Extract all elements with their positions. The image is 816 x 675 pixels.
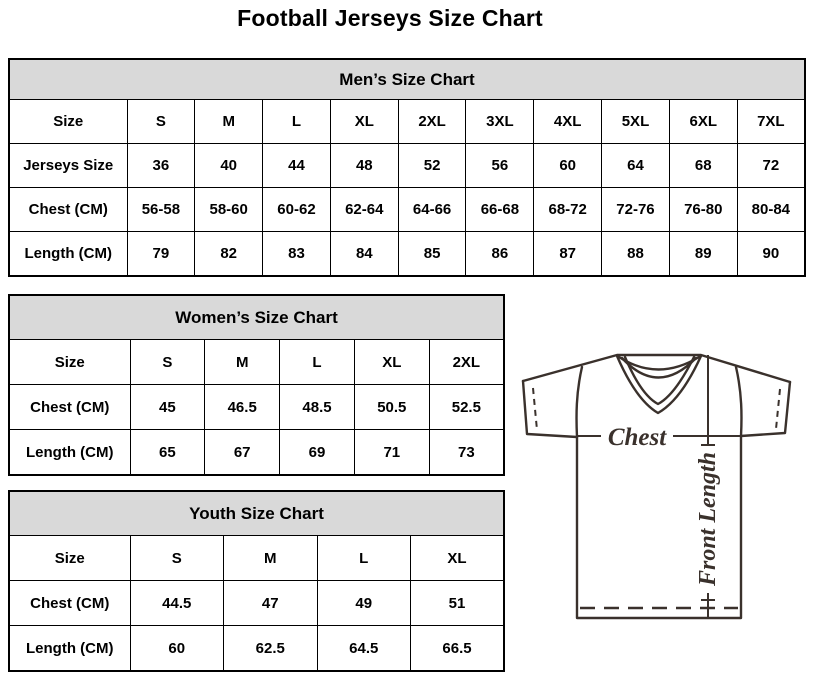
value-cell: S [130,536,224,581]
value-cell: 56 [466,144,534,188]
value-cell: XL [411,536,505,581]
value-cell: 64 [602,144,670,188]
womens-size-table [8,294,505,476]
value-cell: 88 [602,232,670,277]
value-cell: 4XL [534,100,602,144]
value-cell: XL [330,100,398,144]
row-label-cell: Size [9,100,127,144]
row-label-cell: Size [9,340,130,385]
row-label-cell: Length (CM) [9,430,130,476]
value-cell: 73 [429,430,504,476]
value-cell: 68 [669,144,737,188]
table-title: Youth Size Chart [9,491,504,536]
value-cell: 50.5 [354,385,429,430]
value-cell: 76-80 [669,188,737,232]
table-row [9,536,504,581]
value-cell: 68-72 [534,188,602,232]
value-cell: 72-76 [602,188,670,232]
value-cell: 40 [195,144,263,188]
value-cell: 84 [330,232,398,277]
value-cell: 60 [534,144,602,188]
value-cell: 66-68 [466,188,534,232]
page-title: Football Jerseys Size Chart [237,5,543,31]
value-cell: 49 [317,581,411,626]
row-label-cell: Length (CM) [9,232,127,277]
value-cell: 64.5 [317,626,411,672]
youth-size-table [8,490,505,672]
value-cell: 44.5 [130,581,224,626]
value-cell: S [127,100,195,144]
value-cell: 44 [263,144,331,188]
value-cell: 69 [280,430,355,476]
value-cell: 48 [330,144,398,188]
value-cell: 79 [127,232,195,277]
value-cell: L [280,340,355,385]
table-title-row [9,59,805,100]
value-cell: 3XL [466,100,534,144]
value-cell: 2XL [429,340,504,385]
jersey-left-armhole [577,367,582,437]
mens-size-table [8,58,806,277]
row-label-cell: Jerseys Size [9,144,127,188]
value-cell: 58-60 [195,188,263,232]
value-cell: L [317,536,411,581]
value-cell: 86 [466,232,534,277]
table-row [9,430,504,476]
value-cell: M [205,340,280,385]
table-title: Women’s Size Chart [9,295,504,340]
value-cell: 45 [130,385,205,430]
front-length-label: Front Length [695,451,721,587]
table-row [9,626,504,672]
value-cell: XL [354,340,429,385]
table-title-row [9,295,504,340]
value-cell: 83 [263,232,331,277]
value-cell: 6XL [669,100,737,144]
value-cell: 66.5 [411,626,505,672]
chest-label: Chest [607,424,667,451]
value-cell: 47 [224,581,318,626]
value-cell: 60 [130,626,224,672]
value-cell: 62-64 [330,188,398,232]
jersey-right-sleeve [741,382,790,436]
value-cell: 64-66 [398,188,466,232]
value-cell: 51 [411,581,505,626]
value-cell: M [195,100,263,144]
value-cell: 36 [127,144,195,188]
row-label-cell: Chest (CM) [9,385,130,430]
value-cell: 46.5 [205,385,280,430]
row-label-cell: Size [9,536,130,581]
row-label-cell: Length (CM) [9,626,130,672]
value-cell: 56-58 [127,188,195,232]
value-cell: 90 [737,232,805,277]
value-cell: S [130,340,205,385]
value-cell: 48.5 [280,385,355,430]
jersey-left-sleeve [523,381,577,437]
jersey-left-cuff-dashed-line [533,388,537,430]
value-cell: 65 [130,430,205,476]
value-cell: 52.5 [429,385,504,430]
value-cell: 87 [534,232,602,277]
value-cell: 71 [354,430,429,476]
value-cell: 62.5 [224,626,318,672]
value-cell: L [263,100,331,144]
value-cell: 89 [669,232,737,277]
value-cell: 5XL [602,100,670,144]
table-row [9,581,504,626]
value-cell: 82 [195,232,263,277]
row-label-cell: Chest (CM) [9,581,130,626]
value-cell: 80-84 [737,188,805,232]
table-row [9,188,805,232]
value-cell: 72 [737,144,805,188]
table-row [9,340,504,385]
table-row [9,144,805,188]
table-row [9,385,504,430]
row-label-cell: Chest (CM) [9,188,127,232]
value-cell: 60-62 [263,188,331,232]
value-cell: 52 [398,144,466,188]
table-title: Men’s Size Chart [9,59,805,100]
table-title-row [9,491,504,536]
value-cell: 85 [398,232,466,277]
value-cell: 2XL [398,100,466,144]
table-row [9,100,805,144]
jersey-measurement-diagram [505,335,816,635]
jersey-right-armhole [736,367,741,436]
jersey-right-cuff-dashed-line [776,389,780,429]
value-cell: 7XL [737,100,805,144]
table-row [9,232,805,277]
value-cell: M [224,536,318,581]
value-cell: 67 [205,430,280,476]
